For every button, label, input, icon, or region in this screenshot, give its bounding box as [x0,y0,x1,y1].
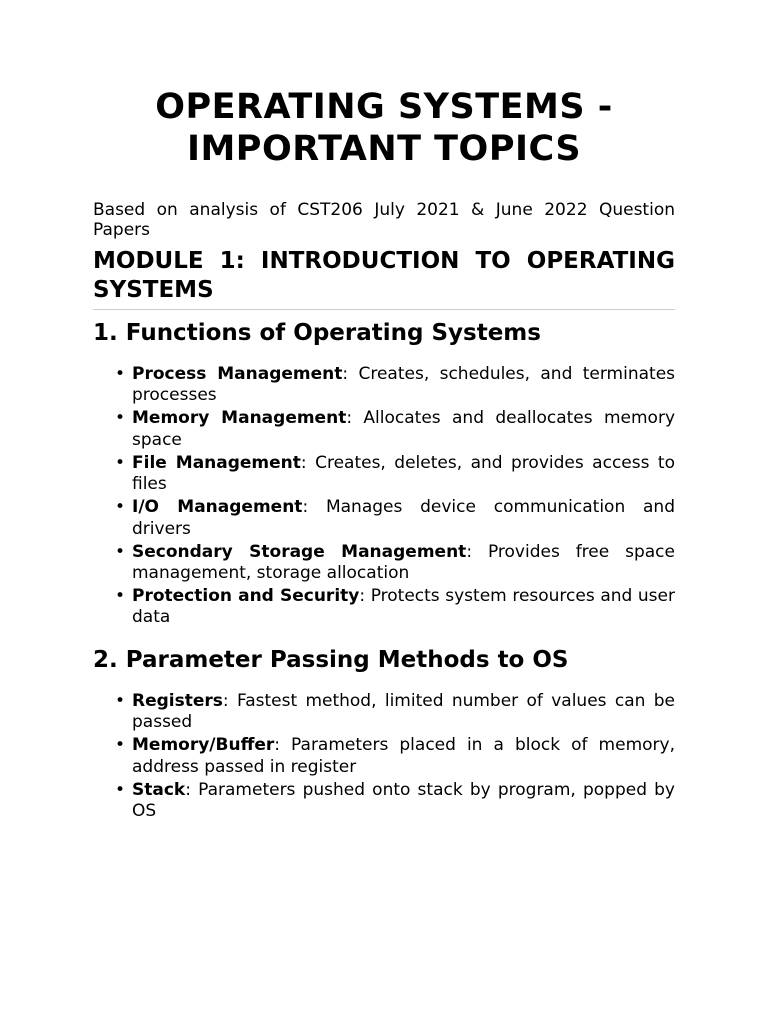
list-item-description: : Creates, schedules, and terminates processes [132,364,676,406]
list-item [115,586,675,629]
list-item [115,452,675,496]
section-1-heading: 1. Functions of Operating Systems [93,320,541,346]
list-item [115,779,675,823]
list-item-description: : Protects system resources and user data [132,586,675,628]
bullet-icon: • [115,541,126,562]
section-2-list [93,691,675,823]
bullet-icon: • [115,364,126,384]
list-item [115,497,675,540]
list-item-description: : Parameters pushed onto stack by program, popped by OS [132,779,675,822]
list-item-term: Memory/Buffer [132,735,275,756]
list-item-term: Protection and Security [132,586,360,607]
bullet-icon: • [115,690,126,711]
list-item [115,364,676,407]
list-item-term: Stack [132,779,186,800]
document-subtitle: Based on analysis of CST206 July 2021 & June 2022 Question Papers [93,200,675,240]
list-item-description: : Creates, deletes, and provides access to files [132,452,675,495]
bullet-icon: • [115,408,126,429]
list-item-description: : Fastest method, limited number of values can be passed [132,690,675,733]
module-1-heading: MODULE 1: INTRODUCTION TO OPERATING SYSTEMS [93,247,675,310]
list-item-term: Process Management [132,364,343,384]
list-item [115,690,675,734]
list-item-description: : Allocates and deallocates memory space [132,408,676,450]
bullet-icon: • [115,497,126,518]
section-2-heading: 2. Parameter Passing Methods to OS [93,646,569,673]
bullet-icon: • [115,779,126,800]
list-item-term: Secondary Storage Management [132,541,467,562]
list-item [115,735,675,778]
bullet-icon: • [115,735,126,756]
list-item-term: Memory Management [132,408,347,429]
list-item-term: File Management [132,452,301,473]
document-title-line-2: IMPORTANT TOPICS [186,129,582,169]
list-item-term: Registers [132,690,223,711]
document-title-line-1: OPERATING SYSTEMS - [155,87,613,127]
list-item [115,541,675,585]
bullet-icon: • [115,452,126,473]
list-item-term: I/O Management [132,497,303,518]
bullet-icon: • [115,586,126,607]
document-title [93,86,675,170]
list-item-description: : Manages device communication and drivers [132,497,675,539]
list-item [115,408,676,451]
list-item-description: : Provides free space management, storage allocation [132,541,675,584]
section-1-list [93,364,675,629]
list-item-description: : Parameters placed in a block of memory, address passed in register [132,735,675,777]
